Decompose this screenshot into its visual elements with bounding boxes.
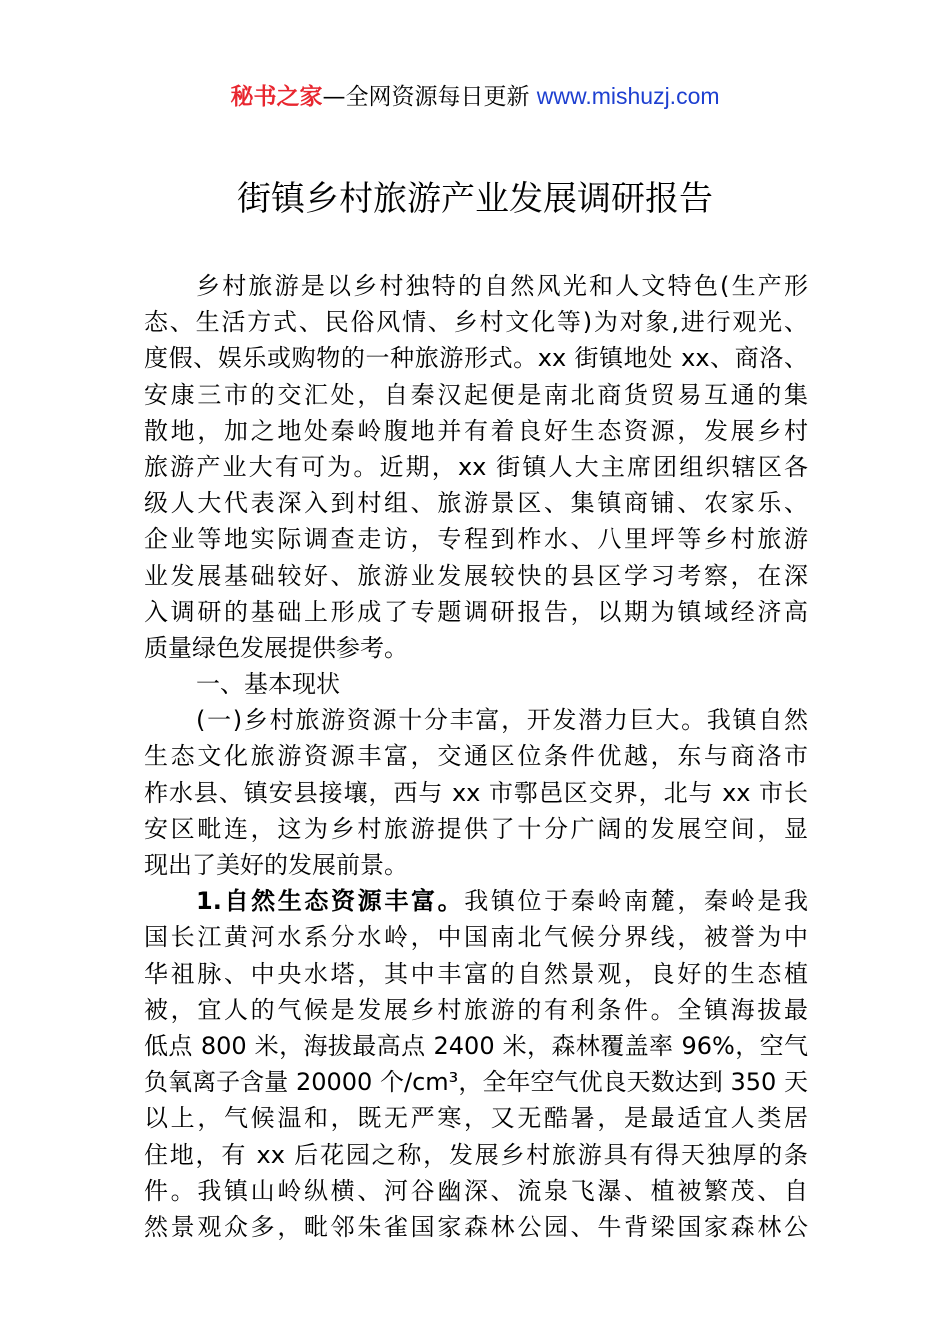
paragraph-line: 安区毗连，这为乡村旅游提供了十分广阔的发展空间，显: [144, 814, 808, 843]
site-brand: 秘书之家: [230, 84, 323, 110]
paragraph-line: 乡村旅游是以乡村独特的自然风光和人文特色(生产形: [196, 272, 808, 300]
paragraph-line: 然景观众多，毗邻朱雀国家森林公园、牛背梁国家森林公: [144, 1212, 808, 1241]
paragraph-line: (一)乡村旅游资源十分丰富，开发潜力巨大。我镇自然: [196, 706, 808, 735]
paragraph-line: 企业等地实际调查走访，专程到柞水、八里坪等乡村旅游: [144, 525, 808, 554]
paragraph-line: 现出了美好的发展前景。: [144, 851, 408, 879]
site-tagline: —全网资源每日更新: [322, 84, 537, 110]
paragraph-line: 入调研的基础上形成了专题调研报告，以期为镇域经济高: [144, 597, 808, 626]
site-header: [0, 80, 950, 113]
paragraph-line: 低点 800 米，海拔最高点 2400 米，森林覆盖率 96%，空气: [144, 1031, 808, 1060]
paragraph-line: 国长江黄河水系分水岭，中国南北气候分界线，被誉为中: [144, 923, 808, 952]
paragraph-line: 生态文化旅游资源丰富，交通区位条件优越，东与商洛市: [144, 742, 808, 771]
paragraph-line: 态、生活方式、民俗风情、乡村文化等)为对象,进行观光、: [144, 308, 808, 337]
document-title: 街镇乡村旅游产业发展调研报告: [237, 179, 713, 219]
item-lead: 1.自然生态资源丰富。: [196, 887, 465, 916]
paragraph-line: 负氧离子含量 20000 个/cm³，全年空气优良天数达到 350 天: [144, 1068, 808, 1097]
section-heading: 一、基本现状: [196, 670, 340, 699]
paragraph-line: 件。我镇山岭纵横、河谷幽深、流泉飞瀑、植被繁茂、自: [144, 1176, 808, 1205]
paragraph-line: 质量绿色发展提供参考。: [144, 633, 408, 662]
paragraph-line: 以上，气候温和，既无严寒，又无酷暑，是最适宜人类居: [144, 1104, 808, 1133]
paragraph-line: 被，宜人的气候是发展乡村旅游的有利条件。全镇海拔最: [144, 995, 808, 1024]
paragraph-line: 安康三市的交汇处，自秦汉起便是南北商货贸易互通的集: [144, 380, 808, 409]
item-text: 我镇位于秦岭南麓，秦岭是我: [464, 887, 808, 916]
paragraph-line: 柞水县、镇安县接壤，西与 xx 市鄠邑区交界，北与 xx 市长: [144, 778, 808, 807]
paragraph-line: 住地，有 xx 后花园之称，发展乡村旅游具有得天独厚的条: [144, 1140, 808, 1169]
paragraph-line: 度假、娱乐或购物的一种旅游形式。xx 街镇地处 xx、商洛、: [144, 344, 808, 373]
paragraph-line: 级人大代表深入到村组、旅游景区、集镇商铺、农家乐、: [144, 489, 808, 518]
paragraph-line: 华祖脉、中央水塔，其中丰富的自然景观，良好的生态植: [144, 959, 808, 988]
paragraph-line: 业发展基础较好、旅游业发展较快的县区学习考察，在深: [144, 561, 808, 590]
paragraph-line: 散地，加之地处秦岭腹地并有着良好生态资源，发展乡村: [144, 416, 808, 445]
site-url[interactable]: www.mishuzj.com: [536, 83, 720, 109]
paragraph-line: [144, 883, 808, 919]
document-body: [144, 268, 808, 1245]
paragraph-line: 旅游产业大有可为。近期，xx 街镇人大主席团组织辖区各: [144, 452, 808, 481]
